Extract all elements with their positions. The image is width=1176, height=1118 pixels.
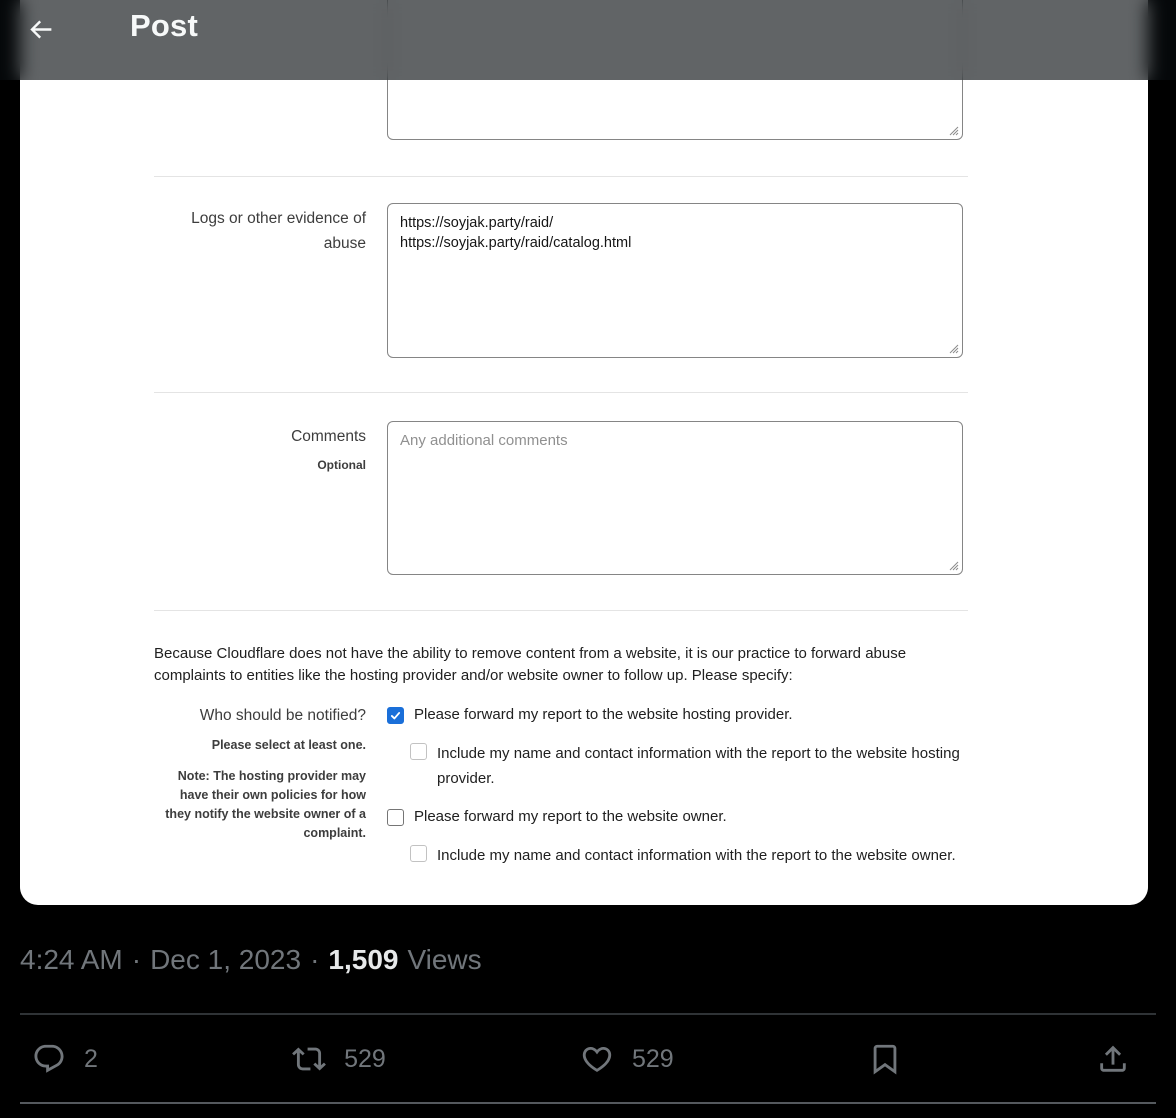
repost-button[interactable] [292,1042,386,1076]
option-label: Please forward my report to the website hosting provider. [414,706,793,723]
bookmark-icon [868,1042,902,1076]
comments-textarea[interactable] [387,421,963,575]
tweet-action-bar [20,1016,1156,1102]
share-icon [1096,1042,1130,1076]
bookmark-button[interactable] [868,1042,902,1076]
like-count: 529 [631,1044,674,1073]
checkbox-unchecked[interactable] [387,809,404,826]
comments-optional-text: Optional [317,458,366,472]
back-button[interactable] [22,11,58,47]
evidence-textarea[interactable] [387,203,963,358]
tweet-image-form-screenshot[interactable] [20,0,1148,905]
option-forward-hosting-provider[interactable] [387,705,965,725]
meta-separator: · [131,944,142,975]
option-label: Include my name and contact information with the report to the website hosting provider. [437,745,960,787]
option-label: Include my name and contact information with the report to the website owner. [437,847,956,864]
arrow-left-icon [26,15,55,44]
post-date: Dec 1, 2023 [150,944,302,975]
views-count: 1,509 [328,944,399,975]
form-divider [154,392,968,393]
checkmark-icon [390,710,401,721]
reply-count: 2 [84,1044,98,1073]
evidence-field [387,203,963,358]
option-include-contact-owner[interactable] [410,843,965,868]
form-divider [154,610,968,611]
post-meta [20,944,482,976]
post-header [0,0,1176,80]
comments-label-text: Comments [291,428,366,445]
action-bar-top-divider [20,1013,1156,1015]
evidence-field-label: Logs or other evidence of abuse [191,210,366,252]
comments-field-label [154,424,366,478]
page-title: Post [130,8,198,43]
notify-hint: Please select at least one. [211,738,366,752]
checkbox-unchecked[interactable] [410,845,427,862]
option-include-contact-hosting[interactable] [410,741,965,791]
heart-icon [580,1042,614,1076]
views-label: Views [407,944,482,975]
checkbox-checked[interactable] [387,707,404,724]
post-time: 4:24 AM [20,944,123,975]
like-button[interactable] [580,1042,674,1076]
repost-count: 529 [344,1044,386,1073]
reply-icon [32,1042,66,1076]
option-forward-website-owner[interactable] [387,807,965,827]
comments-field [387,421,963,575]
meta-separator: · [310,944,320,975]
action-bar-bottom-divider [20,1102,1156,1104]
repost-icon [292,1042,326,1076]
notify-note: Note: The hosting provider may have their own policies for how they notify the website owner of a complaint. [165,769,366,840]
option-label: Please forward my report to the website owner. [414,808,727,825]
notify-label-column [154,706,366,843]
forwarding-notice: Because Cloudflare does not have the ability to remove content from a website, it is our practice to forward abuse complaints to entities like the hosting provider and/or website owner to follow up. Please specify: [154,645,907,684]
notify-options [387,705,965,884]
form-divider [154,176,968,177]
checkbox-unchecked[interactable] [410,743,427,760]
share-button[interactable] [1096,1042,1130,1076]
notify-question: Who should be notified? [199,707,366,724]
reply-button[interactable] [32,1042,98,1076]
